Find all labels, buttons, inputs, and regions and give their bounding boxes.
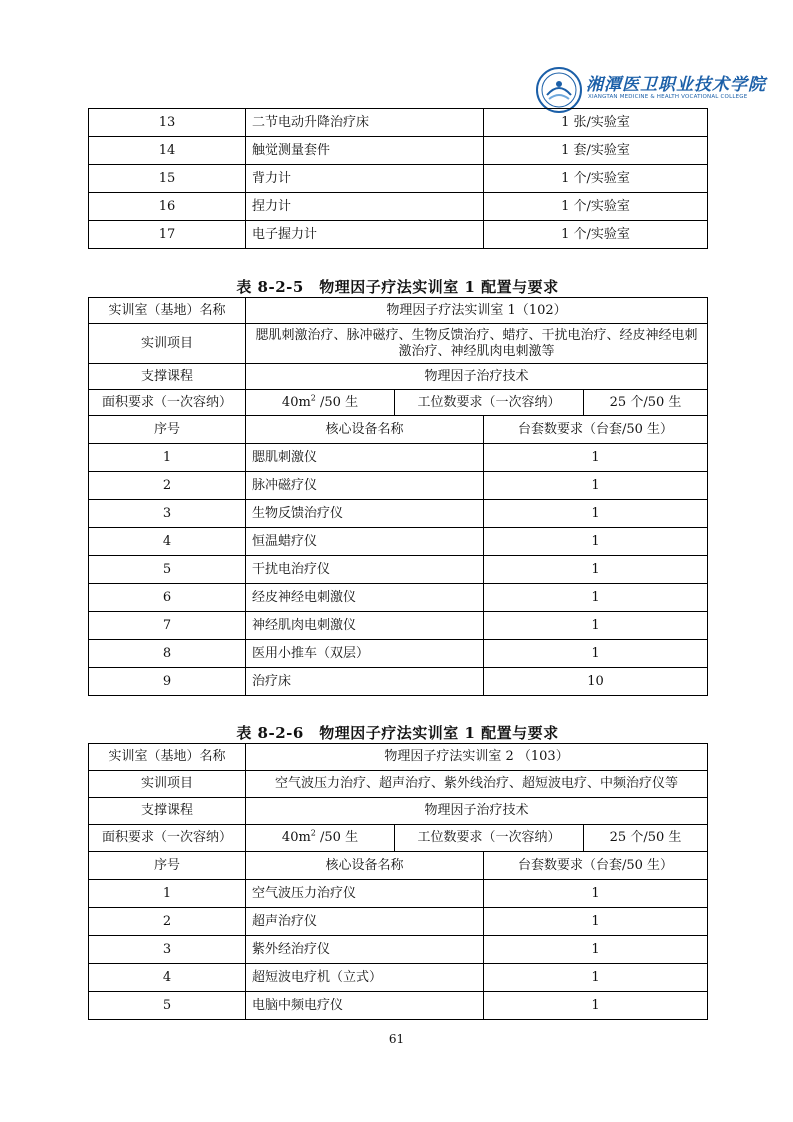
equipment-name: 触觉测量套件: [246, 137, 484, 165]
area-value: $40m^2$ /50 生: [246, 390, 395, 416]
quantity: 1: [484, 612, 708, 640]
project-row: [89, 771, 708, 798]
column-header-no: 序号: [89, 852, 246, 880]
table-row: [89, 992, 708, 1020]
quantity: 1: [484, 444, 708, 472]
course-row: [89, 364, 708, 390]
row-number: 6: [89, 584, 246, 612]
column-header-name: 核心设备名称: [246, 416, 484, 444]
equipment-name: 电脑中频电疗仪: [246, 992, 484, 1020]
equipment-name: 经皮神经电刺激仪: [246, 584, 484, 612]
station-label: 工位数要求（一次容纳）: [395, 825, 584, 852]
quantity: 1: [484, 964, 708, 992]
equipment-name: 生物反馈治疗仪: [246, 500, 484, 528]
table-row: [89, 880, 708, 908]
equipment-name: 腮肌刺激仪: [246, 444, 484, 472]
table-row: [89, 936, 708, 964]
station-value: 25 个/50 生: [584, 825, 708, 852]
project-label: 实训项目: [89, 324, 246, 364]
equipment-table-continued: [88, 108, 708, 249]
equipment-name: 神经肌肉电刺激仪: [246, 612, 484, 640]
course-value: 物理因子治疗技术: [246, 364, 708, 390]
table-row: [89, 109, 708, 137]
row-number: 8: [89, 640, 246, 668]
station-label: 工位数要求（一次容纳）: [395, 390, 584, 416]
room-value: 物理因子疗法实训室 1（102）: [246, 298, 708, 324]
row-number: 1: [89, 880, 246, 908]
header-row: [89, 852, 708, 880]
column-header-qty: 台套数要求（台套/50 生）: [484, 852, 708, 880]
quantity: 1: [484, 500, 708, 528]
school-name: 湘潭医卫职业技术学院: [586, 75, 766, 95]
row-number: 15: [89, 165, 246, 193]
school-name-en: XIANGTAN MEDICINE & HEALTH VOCATIONAL COLLEGE: [588, 94, 748, 100]
row-number: 17: [89, 221, 246, 249]
equipment-name: 捏力计: [246, 193, 484, 221]
course-label: 支撑课程: [89, 364, 246, 390]
equipment-name: 电子握力计: [246, 221, 484, 249]
config-table-8-2-5: [88, 297, 708, 696]
table-row: [89, 612, 708, 640]
row-number: 5: [89, 556, 246, 584]
quantity: 1: [484, 936, 708, 964]
column-header-qty: 台套数要求（台套/50 生）: [484, 416, 708, 444]
row-number: 9: [89, 668, 246, 696]
row-number: 2: [89, 908, 246, 936]
equipment-name: 治疗床: [246, 668, 484, 696]
quantity: 1 个/实验室: [484, 193, 708, 221]
row-number: 13: [89, 109, 246, 137]
quantity: 1: [484, 992, 708, 1020]
course-row: [89, 798, 708, 825]
course-value: 物理因子治疗技术: [246, 798, 708, 825]
quantity: 1 张/实验室: [484, 109, 708, 137]
row-number: 3: [89, 936, 246, 964]
quantity: 1: [484, 640, 708, 668]
project-value: 腮肌刺激治疗、脉冲磁疗、生物反馈治疗、蜡疗、干扰电治疗、经皮神经电刺激治疗、神经肌肉电刺激等: [246, 324, 708, 364]
table-row: [89, 472, 708, 500]
table-row: [89, 137, 708, 165]
room-row: [89, 744, 708, 771]
row-number: 2: [89, 472, 246, 500]
table-row: [89, 640, 708, 668]
equipment-name: 紫外经治疗仪: [246, 936, 484, 964]
room-label: 实训室（基地）名称: [89, 744, 246, 771]
row-number: 7: [89, 612, 246, 640]
quantity: 1: [484, 472, 708, 500]
quantity: 1: [484, 908, 708, 936]
quantity: 10: [484, 668, 708, 696]
project-row: [89, 324, 708, 364]
quantity: 1: [484, 880, 708, 908]
quantity: 1 套/实验室: [484, 137, 708, 165]
area-label: 面积要求（一次容纳）: [89, 825, 246, 852]
equipment-name: 干扰电治疗仪: [246, 556, 484, 584]
header-row: [89, 416, 708, 444]
course-label: 支撑课程: [89, 798, 246, 825]
table-caption: 表 8-2-5 物理因子疗法实训室 1 配置与要求: [236, 278, 559, 296]
row-number: 16: [89, 193, 246, 221]
row-number: 1: [89, 444, 246, 472]
equipment-name: 超声治疗仪: [246, 908, 484, 936]
equipment-name: 二节电动升降治疗床: [246, 109, 484, 137]
room-label: 实训室（基地）名称: [89, 298, 246, 324]
column-header-no: 序号: [89, 416, 246, 444]
station-value: 25 个/50 生: [584, 390, 708, 416]
config-table-8-2-6: [88, 743, 708, 1020]
equipment-name: 背力计: [246, 165, 484, 193]
equipment-name: 脉冲磁疗仪: [246, 472, 484, 500]
row-number: 4: [89, 964, 246, 992]
quantity: 1: [484, 528, 708, 556]
row-number: 4: [89, 528, 246, 556]
area-label: 面积要求（一次容纳）: [89, 390, 246, 416]
room-value: 物理因子疗法实训室 2 （103）: [246, 744, 708, 771]
table-row: [89, 556, 708, 584]
project-label: 实训项目: [89, 771, 246, 798]
table-row: [89, 964, 708, 992]
quantity: 1: [484, 556, 708, 584]
column-header-name: 核心设备名称: [246, 852, 484, 880]
quantity: 1 个/实验室: [484, 165, 708, 193]
table-caption: 表 8-2-6 物理因子疗法实训室 1 配置与要求: [236, 724, 559, 742]
quantity: 1: [484, 584, 708, 612]
row-number: 3: [89, 500, 246, 528]
project-value: 空气波压力治疗、超声治疗、紫外线治疗、超短波电疗、中频治疗仪等: [246, 771, 708, 798]
area-value: $40m^2$ /50 生: [246, 825, 395, 852]
table-row: [89, 165, 708, 193]
table-row: [89, 528, 708, 556]
college-seal-icon: [536, 67, 582, 113]
table-row: [89, 668, 708, 696]
table-row: [89, 193, 708, 221]
quantity: 1 个/实验室: [484, 221, 708, 249]
row-number: 14: [89, 137, 246, 165]
equipment-name: 恒温蜡疗仪: [246, 528, 484, 556]
page-number: 61: [388, 1032, 405, 1046]
table-row: [89, 444, 708, 472]
table-row: [89, 500, 708, 528]
table-row: [89, 908, 708, 936]
equipment-name: 空气波压力治疗仪: [246, 880, 484, 908]
table-row: [89, 584, 708, 612]
equipment-name: 超短波电疗机（立式）: [246, 964, 484, 992]
area-row: [89, 390, 708, 416]
equipment-name: 医用小推车（双层）: [246, 640, 484, 668]
row-number: 5: [89, 992, 246, 1020]
room-row: [89, 298, 708, 324]
area-row: [89, 825, 708, 852]
table-row: [89, 221, 708, 249]
